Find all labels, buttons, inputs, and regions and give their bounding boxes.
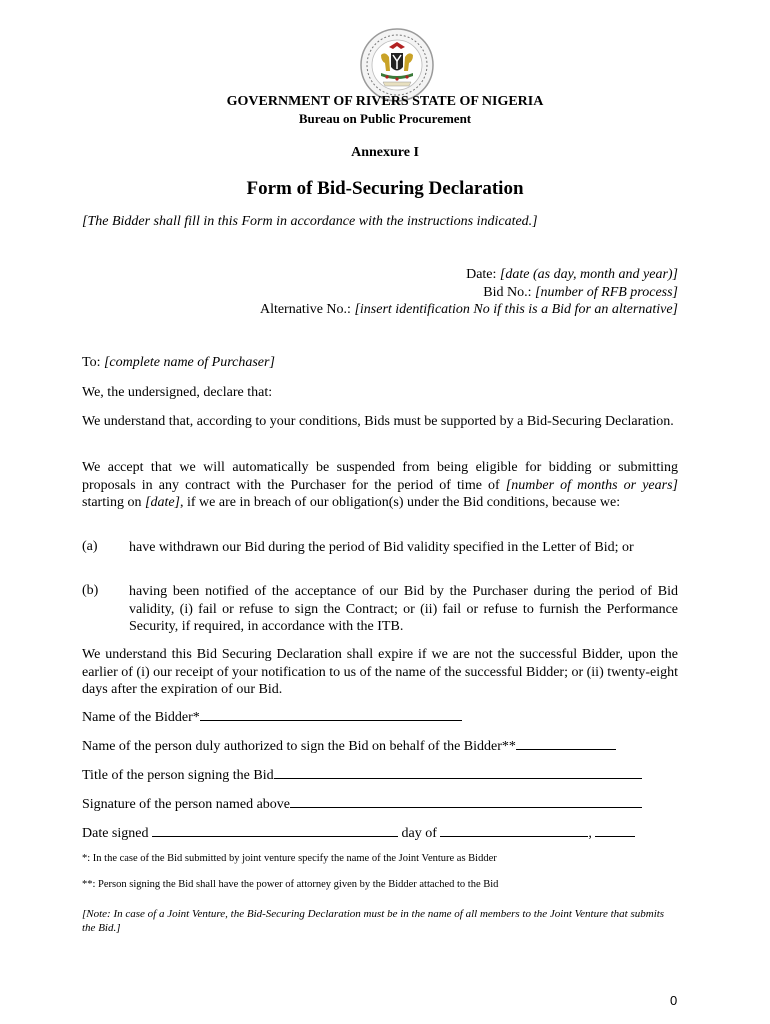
form-title: Form of Bid-Securing Declaration [246,178,524,199]
government-heading: GOVERNMENT OF RIVERS STATE OF NIGERIA [226,94,544,109]
annexure-label: Annexure I [351,145,419,160]
alternative-number-line: Alternative No.: [insert identification No if this is a Bid for an alternative] [259,302,678,317]
footnote-power-of-attorney: **: Person signing the Bid shall have the power of attorney given by the Bidder attached to the Bid [82,879,499,890]
footnote-joint-venture: *: In the case of the Bid submitted by joint venture specify the name of the Joint Venture as Bidder [82,853,497,864]
item-a-text: have withdrawn our Bid during the period of Bid validity specified in the Letter of Bid; or [129,540,634,555]
joint-venture-note: [Note: In case of a Joint Venture, the Bid-Securing Declaration must be in the name of all members to the Joint Venture that submits the Bid.] [82,908,665,934]
bid-number-line: Bid No.: [number of RFB process] [483,285,678,300]
accept-paragraph: We accept that we will automatically be suspended from being eligible for bidding or submitting proposals in any contract with the Purchaser for the period of time of [number of months or years] starting on [date], if we are in breach of our obligation(s) under the Bid conditions, because we: [82,460,678,510]
expire-paragraph: We understand this Bid Securing Declaration shall expire if we are not the successful Bidder, upon the earlier of (i) our receipt of your notification to us of the name of the successful Bidder; or (ii) twenty-eight days after the expiration of our Bid. [82,647,678,697]
item-a-label: (a) [82,539,98,554]
coat-of-arms-seal [359,27,435,103]
to-line: To: [complete name of Purchaser] [82,355,275,370]
signer-title-field[interactable]: Title of the person signing the Bid [82,766,642,784]
signature-field[interactable]: Signature of the person named above [82,795,642,813]
declare-paragraph: We, the undersigned, declare that: [82,385,273,400]
authorized-person-field[interactable]: Name of the person duly authorized to sign the Bid on behalf of the Bidder** [82,737,616,755]
date-signed-field[interactable]: Date signed day of , [82,824,635,842]
page-number: 0 [670,993,678,1008]
bidder-name-field[interactable]: Name of the Bidder* [82,708,462,726]
item-b-text: having been notified of the acceptance of our Bid by the Purchaser during the period of Bid validity, (i) fail or refuse to sign the Contract; or (ii) fail or refuse to furnish the Performance Security, if required, in accordance with the ITB. [129,584,678,634]
understand-paragraph: We understand that, according to your conditions, Bids must be supported by a Bid-Securing Declaration. [82,414,674,429]
form-instruction: [The Bidder shall fill in this Form in accordance with the instructions indicated.] [82,214,538,229]
bureau-heading: Bureau on Public Procurement [298,111,472,126]
date-line: Date: [date (as day, month and year)] [466,267,678,282]
item-b-label: (b) [82,583,99,598]
